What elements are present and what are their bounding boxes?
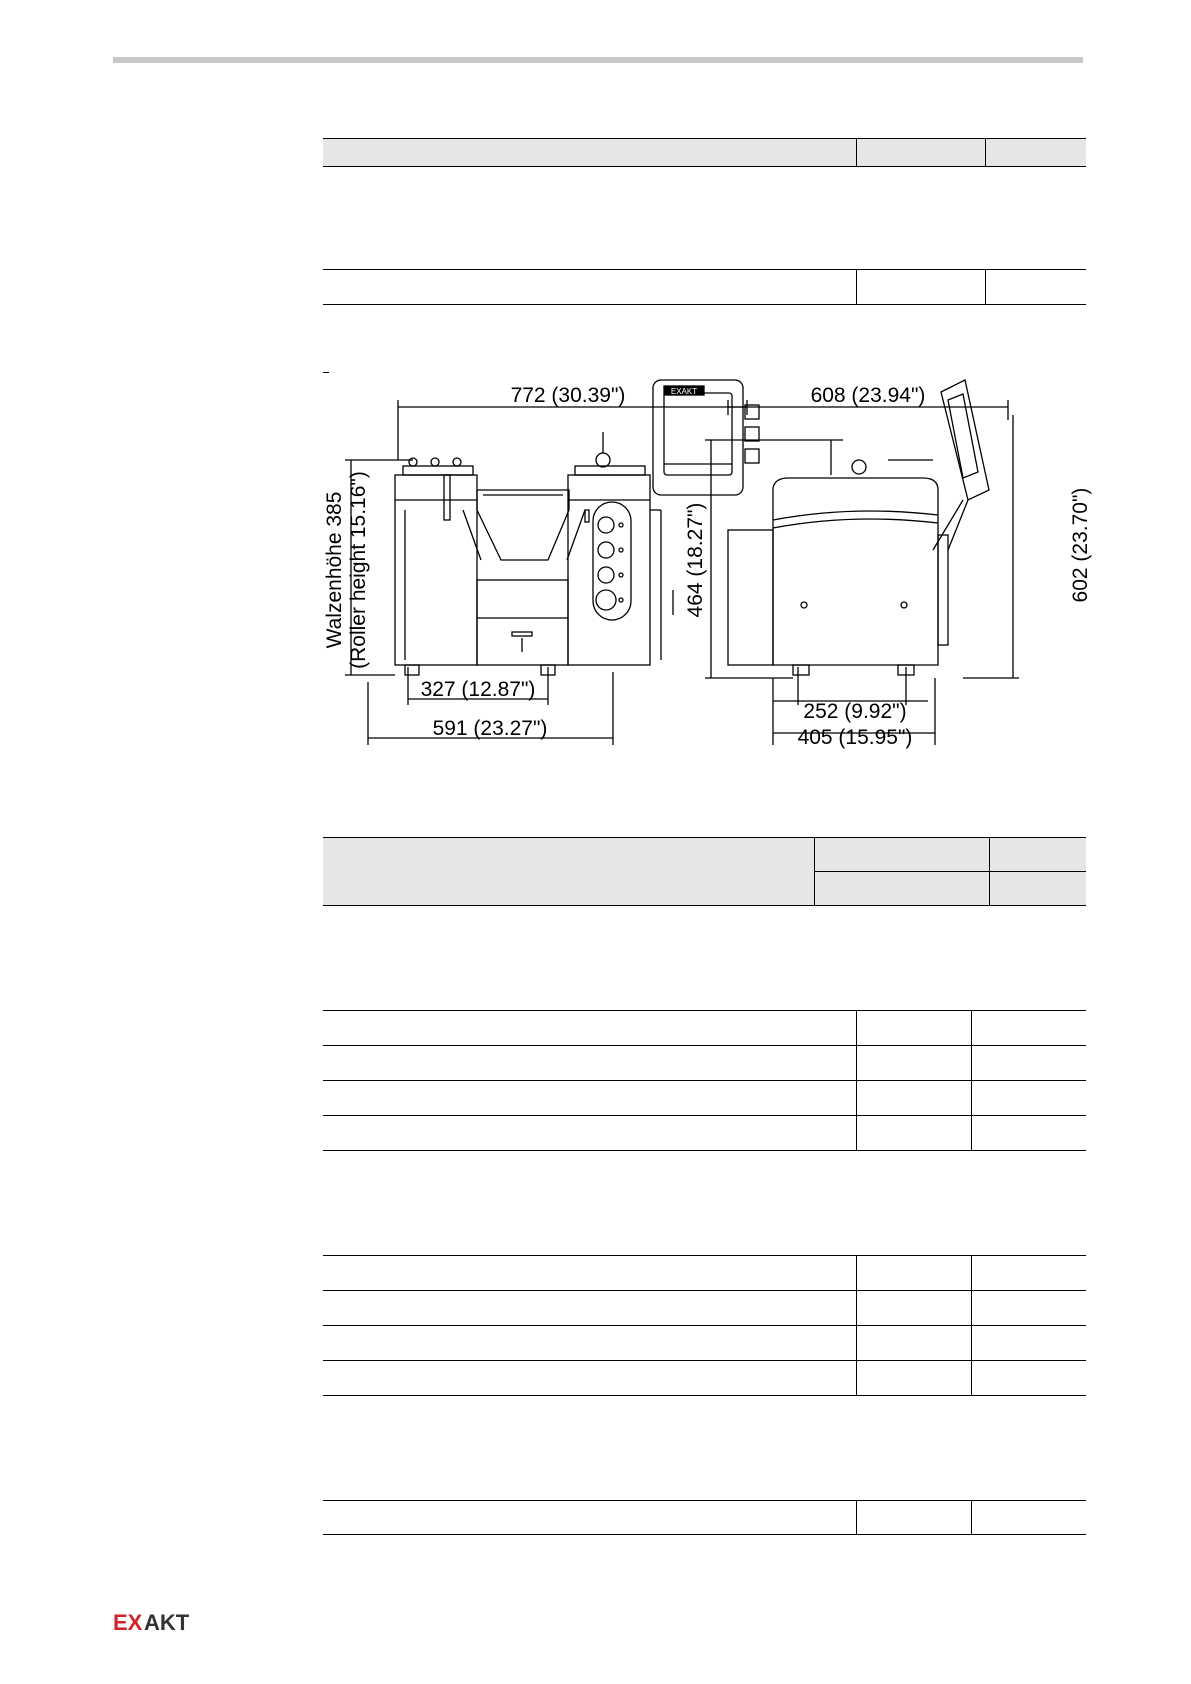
table-row [323, 1326, 1086, 1361]
table-cell [972, 1081, 1087, 1116]
table-row [323, 1046, 1086, 1081]
table-cell [986, 139, 1087, 167]
table-cell [972, 1501, 1087, 1535]
table-cell [972, 1361, 1087, 1396]
dim-base-depth: 405 (15.95") [797, 726, 913, 749]
header-rule [113, 57, 1083, 63]
table-5 [323, 1255, 1086, 1396]
table-cell [972, 1046, 1087, 1081]
table-cell [857, 1116, 972, 1151]
table-cell [323, 139, 857, 167]
table-row [323, 270, 1086, 305]
dim-base-width: 591 (23.27") [432, 717, 548, 740]
table-row [323, 1116, 1086, 1151]
table-cell [323, 270, 857, 305]
dim-overall-height: 602 (23.70") [1069, 487, 1092, 603]
table-2 [323, 269, 1086, 305]
dimension-drawing [323, 360, 1103, 780]
dim-foot-spacing-front: 327 (12.87") [420, 678, 536, 701]
table-row [323, 838, 1086, 872]
table-cell [323, 1326, 857, 1361]
table-cell [323, 1011, 857, 1046]
table-cell [972, 1256, 1087, 1291]
dim-foot-spacing-side: 252 (9.92") [803, 700, 907, 723]
table-cell [857, 1326, 972, 1361]
table-cell [323, 1361, 857, 1396]
table-cell [323, 1291, 857, 1326]
table-cell [323, 1501, 857, 1535]
table-cell [857, 1046, 972, 1081]
panel-brand-label: EXAKT [670, 387, 698, 396]
table-cell [815, 872, 990, 906]
dim-roller-height-de: Walzenhöhe 385 [323, 491, 346, 649]
dim-roller-height-en: (Roller height 15.16") [347, 471, 370, 669]
table-row [323, 1501, 1086, 1535]
table-row [323, 1011, 1086, 1046]
table-cell [857, 1011, 972, 1046]
table-cell [972, 1326, 1087, 1361]
table-cell [857, 1501, 972, 1535]
table-cell [857, 1361, 972, 1396]
logo-ex-text: EX [113, 1610, 143, 1634]
dim-overall-depth: 608 (23.94") [810, 384, 926, 407]
table-cell [857, 139, 986, 167]
table-cell [990, 838, 1087, 872]
table-cell [857, 1081, 972, 1116]
table-cell [323, 1046, 857, 1081]
table-cell [857, 1291, 972, 1326]
table-cell [323, 838, 815, 906]
table-cell [323, 1116, 857, 1151]
table-row [323, 1081, 1086, 1116]
table-row [323, 139, 1086, 167]
table-row [323, 1256, 1086, 1291]
table-cell [857, 270, 986, 305]
table-cell [972, 1011, 1087, 1046]
table-row [323, 1361, 1086, 1396]
table-6 [323, 1500, 1086, 1535]
table-cell [990, 872, 1087, 906]
table-1 [323, 138, 1086, 167]
table-cell [857, 1256, 972, 1291]
table-cell [972, 1116, 1087, 1151]
dim-overall-width: 772 (30.39") [510, 384, 626, 407]
exakt-logo [113, 1610, 203, 1634]
table-cell [972, 1291, 1087, 1326]
table-3 [323, 837, 1086, 906]
table-cell [323, 1256, 857, 1291]
logo-mark [113, 1610, 203, 1634]
logo-akt-text: AKT [144, 1610, 190, 1634]
table-cell [323, 1081, 857, 1116]
table-cell [986, 270, 1087, 305]
table-cell [815, 838, 990, 872]
table-row [323, 1291, 1086, 1326]
dim-body-height: 464 (18.27") [684, 502, 707, 618]
table-4 [323, 1010, 1086, 1151]
